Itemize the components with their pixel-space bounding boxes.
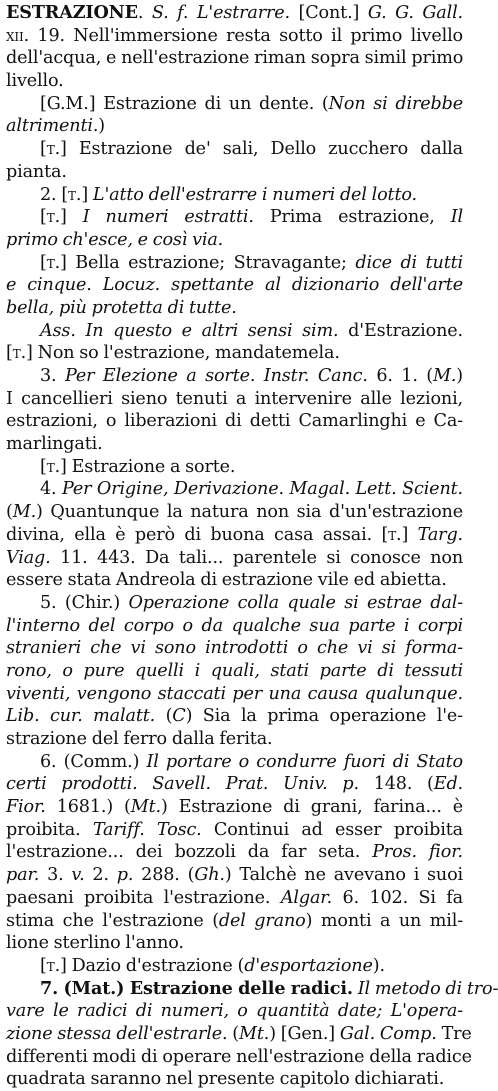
text-line: rono, o pure quelli i quali, stati parte di tessuti bbox=[6, 660, 463, 681]
text-line: dell'acqua, e nell'estrazione riman sopra simil primo bbox=[6, 48, 464, 69]
text-line: divina, ella è però di buona casa assai. [t.] Targ. bbox=[6, 524, 463, 545]
text-line: l'interno del corpo o da qualche sua parte i corpi bbox=[6, 615, 463, 636]
text-line: e cinque. Locuz. spettante al dizionario dell'arte bbox=[6, 275, 463, 296]
text-line: stranieri che vi sono introdotti o che vi si forma- bbox=[6, 638, 463, 659]
text-line: altrimenti.) bbox=[6, 116, 106, 137]
text-line: marlingati. bbox=[6, 434, 103, 455]
text-line: lione sterlino l'anno. bbox=[6, 933, 184, 954]
text-line: primo ch'esce, e così via. bbox=[6, 229, 224, 250]
text-line: ESTRAZIONE. S. f. L'estrarre. [Cont.] G. G. Gall. bbox=[6, 2, 463, 23]
text-line: (M.) Quantunque la natura non sia d'un'estrazione bbox=[6, 502, 463, 523]
text-line: [t.] Bella estrazione; Stravagante; dice di tutti bbox=[40, 252, 464, 273]
dictionary-entry-estrazione bbox=[6, 2, 498, 1091]
text-line: 7. (Mat.) Estrazione delle radici. Il metodo di tro- bbox=[40, 977, 498, 999]
text-line: vare le radici di numeri, o quantità date; L'opera- bbox=[6, 1001, 463, 1022]
text-line: differenti modi di operare nell'estrazione della radice bbox=[6, 1046, 472, 1067]
text-line: proibita. Tariff. Tosc. Continui ad esser proibita bbox=[6, 819, 463, 840]
text-line: 4. Per Origine, Derivazione. Magal. Lett. Scient. bbox=[40, 479, 463, 500]
text-line: essere stata Andreola di estrazione vile ed abietta. bbox=[6, 570, 447, 591]
text-line: [t.] Estrazione de' sali, Dello zucchero dalla bbox=[40, 139, 463, 160]
text-line: strazione del ferro dalla ferita. bbox=[6, 729, 273, 749]
text-line: [t.] Estrazione a sorte. bbox=[40, 456, 236, 477]
text-line: Lib. cur. malatt. (C) Sia la prima operazione l'e- bbox=[6, 706, 463, 727]
text-line: livello. bbox=[6, 71, 64, 92]
text-line: [G.M.] Estrazione di un dente. (Non si direbbe bbox=[40, 93, 463, 114]
text-line: Fior. 1681.) (Mt.) Estrazione di grani, farina... è bbox=[6, 797, 463, 818]
text-line: bella, più protetta di tutte. bbox=[6, 297, 237, 318]
text-line: Viag. 11. 443. Da tali... parentele si conosce non bbox=[6, 547, 463, 568]
text-line: stima che l'estrazione (del grano) monti a un mil- bbox=[6, 910, 463, 931]
text-line: par. 3. v. 2. p. 288. (Gh.) Talchè ne avevano i suoi bbox=[6, 865, 464, 886]
text-line: 6. (Comm.) Il portare o condurre fuori di Stato bbox=[40, 751, 463, 772]
text-line: 2. [t.] L'atto dell'estrarre i numeri del lotto. bbox=[40, 184, 417, 205]
text-line: Ass. In questo e altri sensi sim. d'Estrazione. bbox=[40, 320, 463, 341]
text-line: 5. (Chir.) Operazione colla quale si estrae dal- bbox=[40, 592, 463, 613]
text-line: viventi, vengono staccati per una causa qualunque. bbox=[6, 683, 463, 704]
text-line: [t.] Non so l'estrazione, mandatemela. bbox=[6, 343, 340, 364]
text-line: l'estrazione... dei bozzoli da far seta. Pros. fior. bbox=[6, 842, 463, 863]
text-line: pianta. bbox=[6, 161, 67, 182]
text-line: [t.] I numeri estratti. Prima estrazione, Il bbox=[40, 207, 463, 228]
text-line: zione stessa dell'estrarle. (Mt.) [Gen.] Gal. Comp. Tre bbox=[6, 1023, 472, 1044]
text-line: quadrata saranno nel presente capitolo dichiarati. bbox=[6, 1069, 445, 1090]
text-line: [t.] Dazio d'estrazione (d'esportazione). bbox=[40, 955, 385, 976]
text-line: estrazioni, o liberazioni di detti Camarlinghi e Ca- bbox=[6, 411, 463, 432]
text-line: xii. 19. Nell'immersione resta sotto il primo livello bbox=[6, 25, 463, 46]
text-line: I cancellieri sieno tenuti a intervenire alle lezioni, bbox=[6, 388, 463, 409]
text-line: 3. Per Elezione a sorte. Instr. Canc. 6. 1. (M.) bbox=[40, 366, 464, 386]
text-line: certi prodotti. Savell. Prat. Univ. p. 148. (Ed. bbox=[6, 774, 463, 795]
text-line: paesani proibita l'estrazione. Algar. 6. 102. Si fa bbox=[6, 887, 463, 908]
